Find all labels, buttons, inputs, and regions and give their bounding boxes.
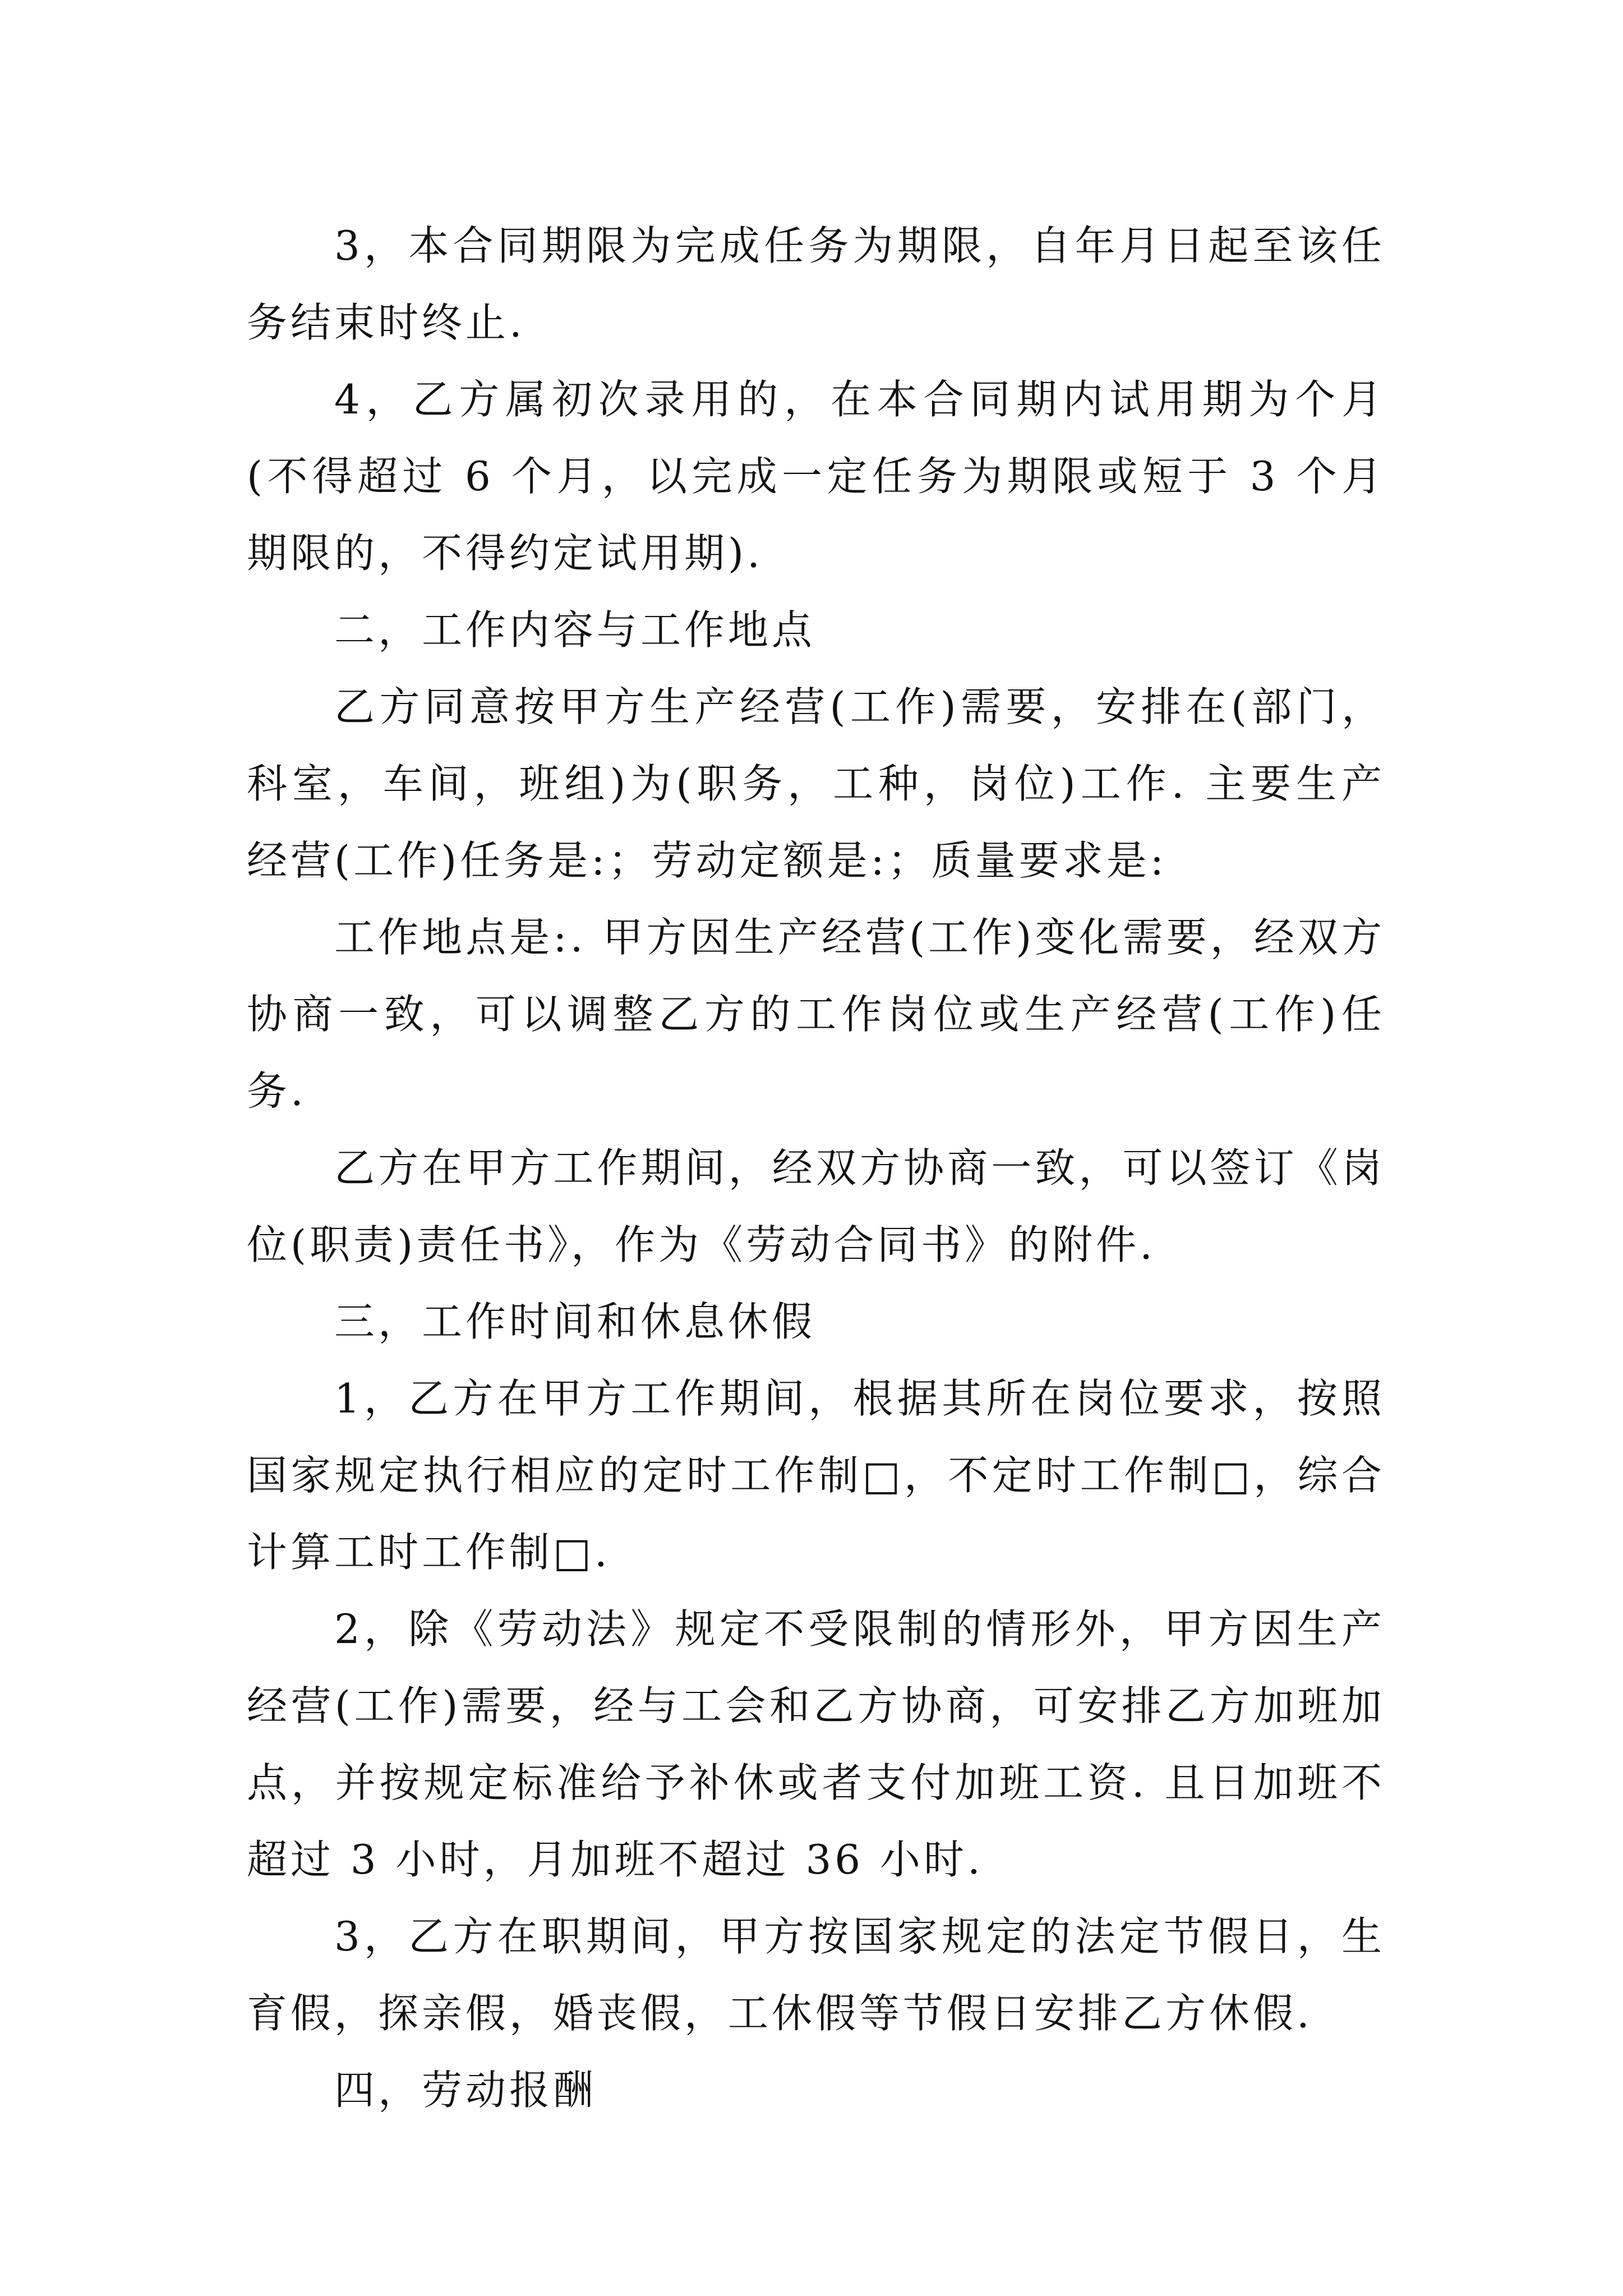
paragraph-hours-2: 2，除《劳动法》规定不受限制的情形外，甲方因生产经营(工作)需要，经与工会和乙方协商，可安排乙方加班加点，并按规定标准给予补休或者支付加班工资. 且日加班不超过 3 小时，月加班不超过 36 小时. xyxy=(247,1605,1385,1883)
section-heading-4: 四，劳动报酬 xyxy=(334,2067,597,2114)
paragraph-hours-3: 3，乙方在职期间，甲方按国家规定的法定节假日，生育假，探亲假，婚丧假，工休假等节假日安排乙方休假. xyxy=(247,1913,1385,2037)
paragraph-hours-1: 1，乙方在甲方工作期间，根据其所在岗位要求，按照国家规定执行相应的定时工作制□，不定时工作制□，综合计算工时工作制□. xyxy=(247,1375,1385,1576)
document-body xyxy=(247,208,1385,2129)
paragraph-job-assignment: 乙方同意按甲方生产经营(工作)需要，安排在(部门，科室，车间，班组)为(职务，工种，岗位)工作. 主要生产经营(工作)任务是:；劳动定额是:；质量要求是: xyxy=(247,683,1385,884)
paragraph-term-3: 3，本合同期限为完成任务为期限，自年月日起至该任务结束时终止. xyxy=(247,222,1385,346)
paragraph-work-location: 工作地点是:. 甲方因生产经营(工作)变化需要，经双方协商一致，可以调整乙方的工作岗位或生产经营(工作)任务. xyxy=(247,914,1385,1115)
section-heading-2: 二，工作内容与工作地点 xyxy=(334,606,816,654)
paragraph-responsibility-letter: 乙方在甲方工作期间，经双方协商一致，可以签订《岗位(职责)责任书》，作为《劳动合同书》的附件. xyxy=(247,1144,1385,1268)
paragraph-term-4: 4，乙方属初次录用的，在本合同期内试用期为个月(不得超过 6 个月，以完成一定任务为期限或短于 3 个月期限的，不得约定试用期). xyxy=(247,376,1385,577)
section-heading-3: 三，工作时间和休息休假 xyxy=(334,1298,816,1345)
